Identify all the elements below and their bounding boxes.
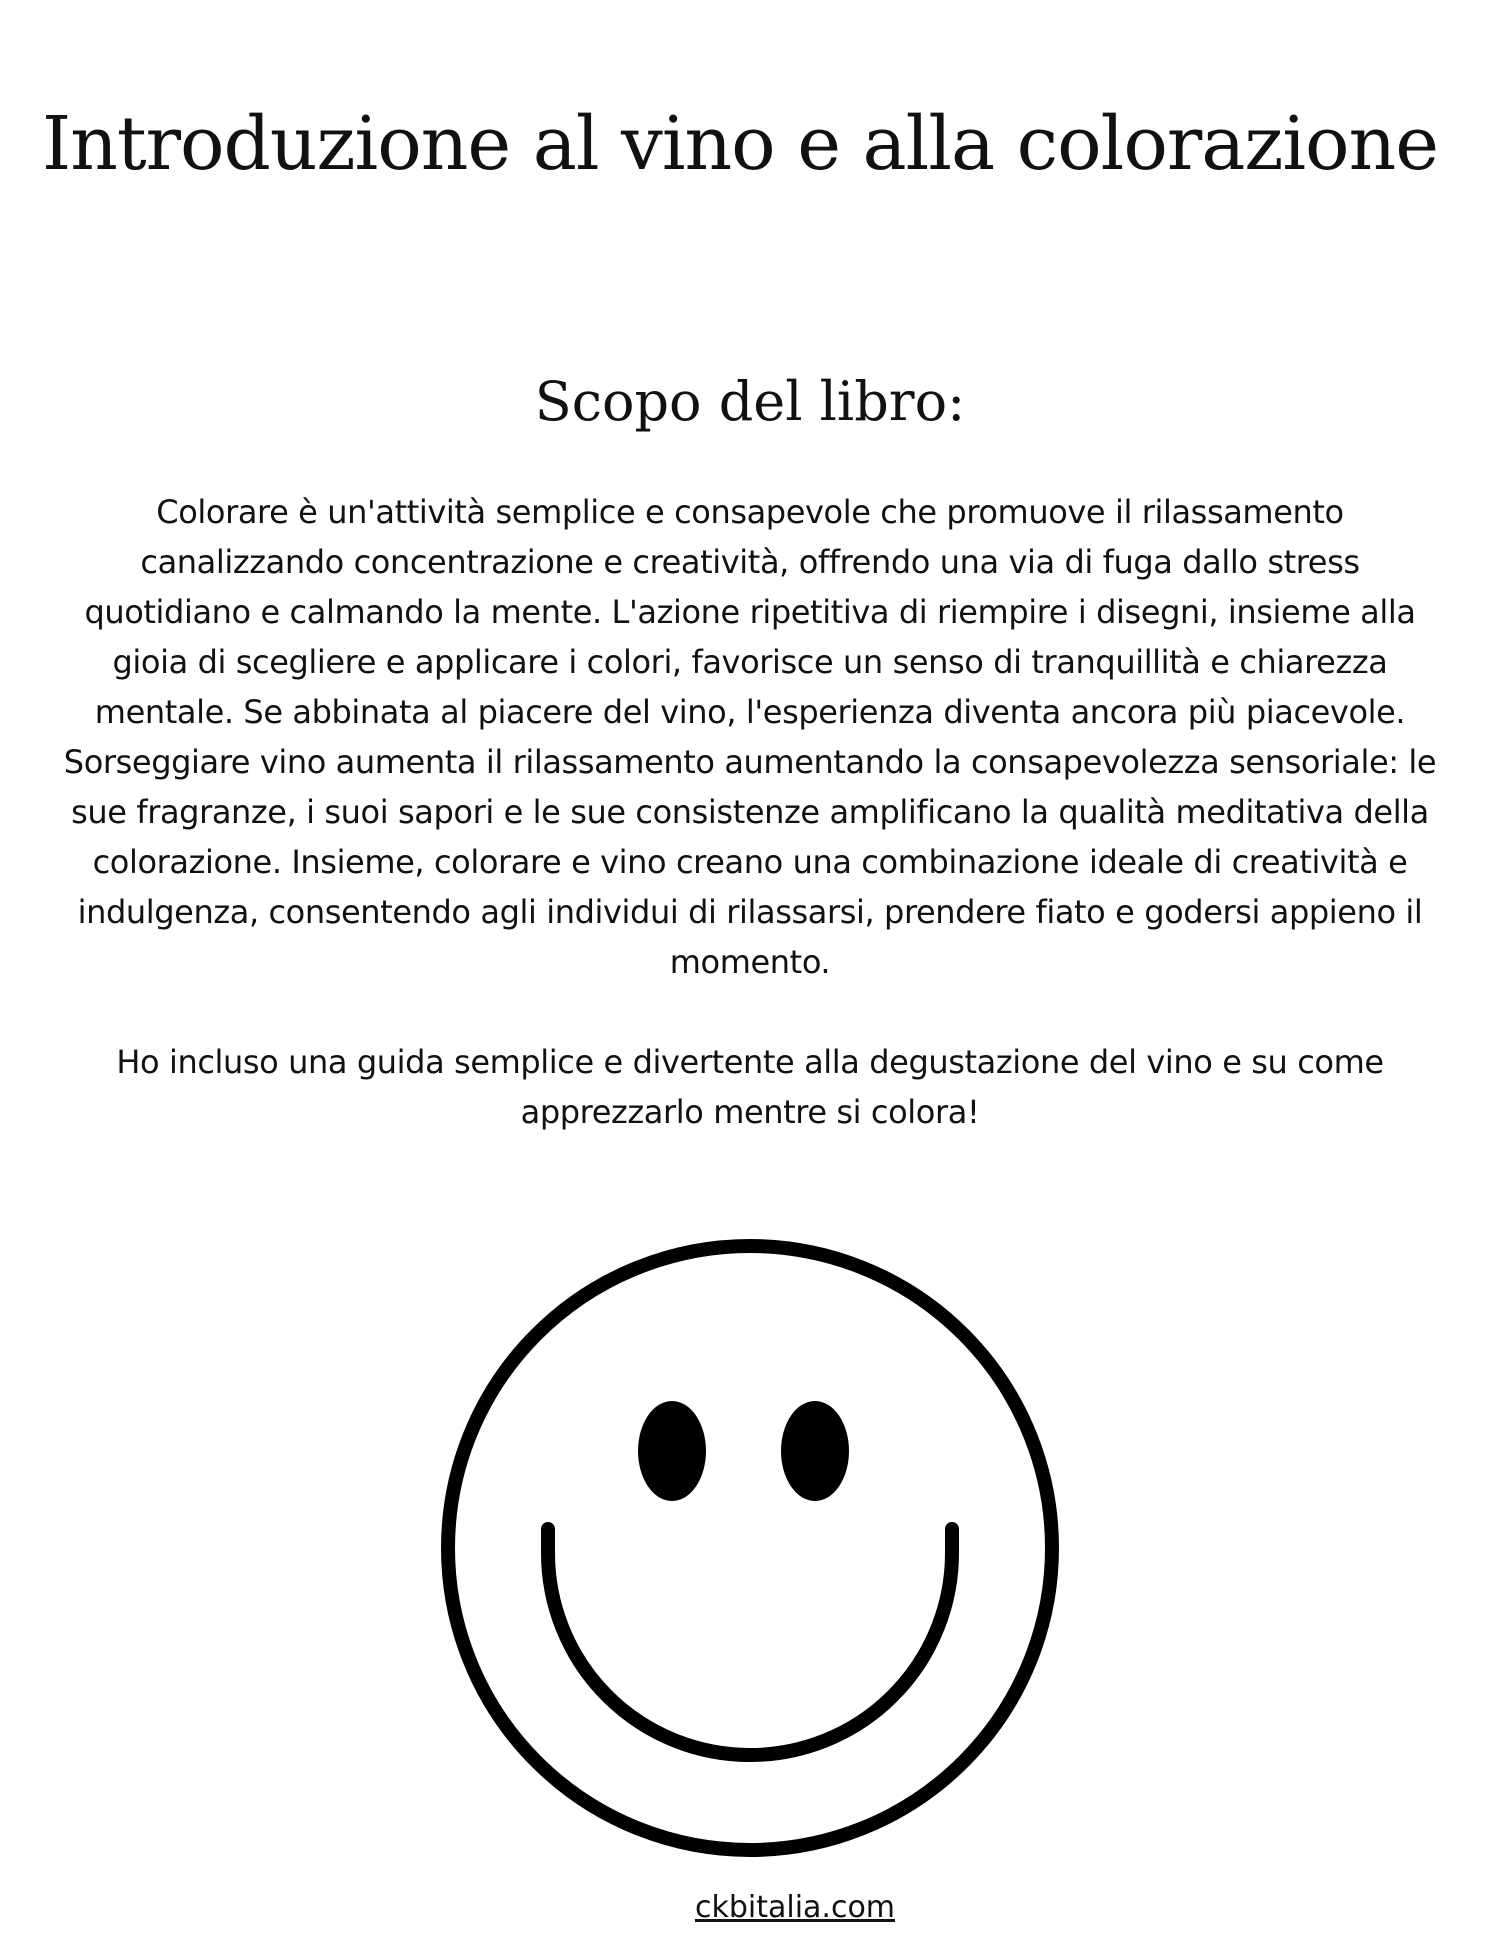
smiley-left-eye (638, 1401, 706, 1501)
intro-paragraph: Colorare è un'attività semplice e consapevole che promuove il rilassamento canalizzando concentrazione e creatività, offrendo una via di fuga dallo stress quotidiano e calmando la mente. L'azione ripetitiva di riempire i disegni, insieme alla gioia di scegliere e applicare i colori, favorisce un senso di tranquillità e chiarezza mentale. Se abbinata al piacere del vino, l'esperienza diventa ancora più piacevole. Sorseggiare vino aumenta il rilassamento aumentando la consapevolezza sensoriale: le sue fragranze, i suoi sapori e le sue consistenze amplificano la qualità meditativa della colorazione. Insieme, colorare e vino creano una combinazione ideale di creatività e indulgenza, consentendo agli individui di rilassarsi, prendere fiato e godersi appieno il momento. (63, 493, 1437, 981)
smiley-mouth (548, 1529, 952, 1755)
guide-paragraph: Ho incluso una guida semplice e divertente alla degustazione del vino e su come apprezzarlo mentre si colora! (116, 1043, 1384, 1131)
website-link[interactable]: ckbitalia.com (694, 1890, 896, 1925)
smiley-right-eye (781, 1401, 849, 1501)
section-heading: Scopo del libro: (534, 370, 966, 433)
page-title: Introduzione al vino e alla colorazione (41, 101, 1439, 187)
smiley-face-icon (440, 1238, 1060, 1858)
